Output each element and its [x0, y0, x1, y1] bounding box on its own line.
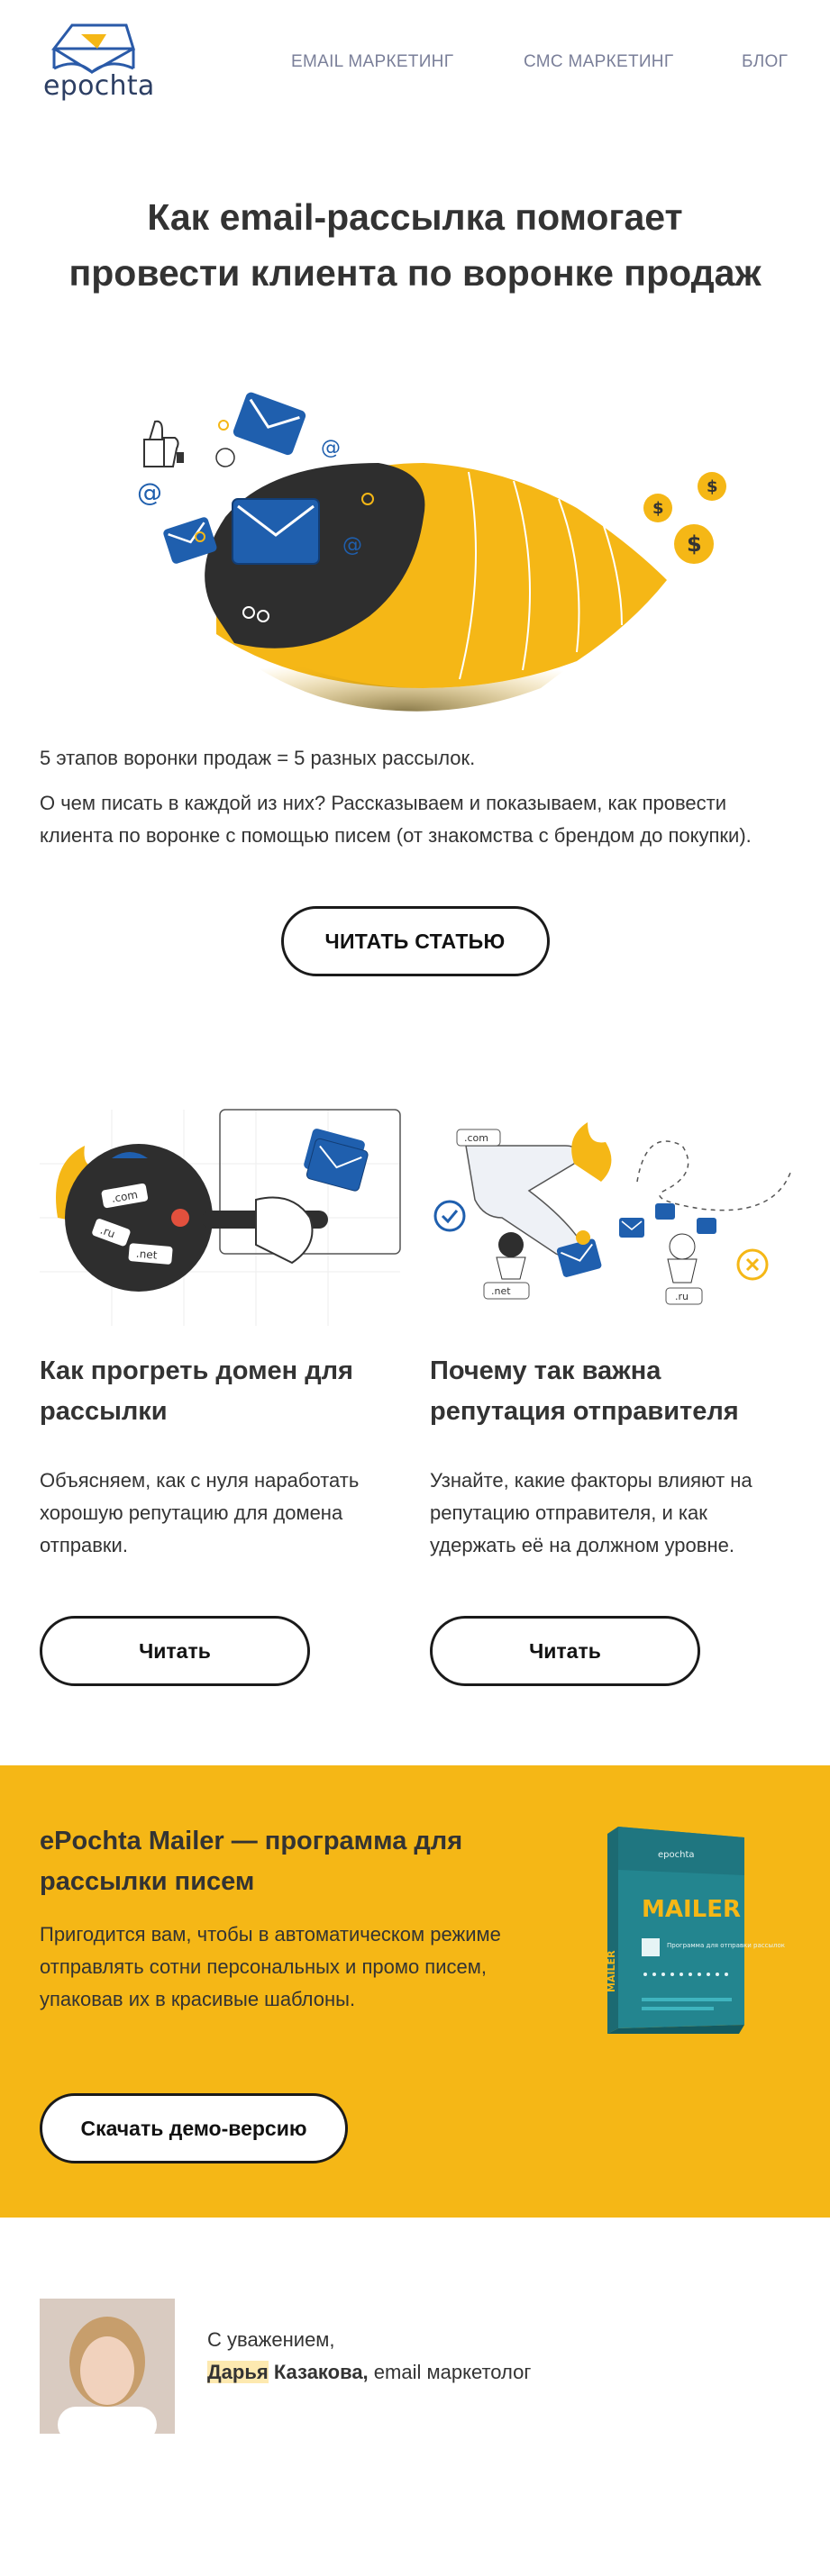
thumbs-up-icon	[144, 422, 184, 467]
read-article-wrap	[0, 906, 830, 976]
read-button-reputation[interactable]: Читать	[430, 1616, 700, 1686]
reputation-tag-ru: .ru	[675, 1291, 689, 1302]
promo-text: Пригодится вам, чтобы в автоматическом режиме отправлять сотни персональных и промо писем, упаковав их в красивые шаблоны.	[40, 1923, 501, 2010]
magnet-shape	[466, 1146, 583, 1256]
header	[0, 0, 830, 126]
greeting: С уважением,	[207, 2328, 335, 2351]
at-sign-icon-2: @	[321, 437, 341, 459]
author-first-name: Дарья	[207, 2361, 269, 2383]
signature-text	[207, 2324, 531, 2389]
character-light	[668, 1234, 697, 1283]
coin-icon-1	[643, 494, 672, 522]
card-text: Объясняем, как с нуля наработать хорошую репутацию для домена отправки.	[40, 1469, 360, 1556]
nav-blog[interactable]: БЛОГ	[742, 52, 789, 71]
character-dark	[497, 1232, 525, 1279]
coin-icon-2	[698, 472, 726, 501]
coin-label-2: $	[707, 477, 718, 496]
article-cards	[0, 1110, 830, 1686]
author-role: email маркетолог	[373, 2361, 532, 2383]
domain-warmup-illustration[interactable]	[40, 1110, 400, 1326]
author-photo	[40, 2299, 175, 2434]
card-title: Почему так важна репутация отправителя	[430, 1356, 739, 1426]
coin-label-3: $	[687, 531, 702, 557]
read-button-domain[interactable]: Читать	[40, 1616, 310, 1686]
download-demo-button[interactable]: Скачать демо-версию	[40, 2093, 348, 2163]
envelope-icon-small-3	[697, 1218, 716, 1234]
domain-tag-com: .com	[110, 1188, 139, 1205]
flame-icon-2	[571, 1122, 611, 1182]
domain-tag-net: .net	[135, 1247, 159, 1262]
intro-text: О чем писать в каждой из них? Рассказываем и показываем, как провести клиента по воронке с помощью писем (от знакомства с брендом до покупки).	[40, 792, 752, 847]
envelope-icon-small	[619, 1218, 644, 1238]
envelope-icon-small-2	[655, 1203, 675, 1220]
funnel-illustration	[0, 310, 830, 742]
funnel-illustration-svg	[0, 310, 830, 742]
promo-title: ePochta Mailer — программа для рассылки писем	[40, 1827, 463, 1896]
at-sign-icon-3: @	[342, 534, 362, 557]
article-title: Как email-рассылка помогает провести клиента по воронке продаж	[68, 196, 762, 294]
author-last-name: Казакова,	[273, 2361, 369, 2383]
mailer-product-box[interactable]	[595, 1821, 785, 2037]
box-subtitle: Программа для отправки рассылок	[667, 1942, 785, 1949]
envelope-icon-top	[232, 391, 307, 457]
sender-reputation-svg	[430, 1110, 790, 1326]
box-title: MAILER	[642, 1896, 742, 1923]
read-article-button[interactable]: ЧИТАТЬ СТАТЬЮ	[281, 906, 550, 976]
box-brand: epochta	[658, 1850, 695, 1860]
author-avatar	[40, 2299, 175, 2434]
envelope-icon-large	[233, 499, 319, 564]
sender-reputation-illustration[interactable]	[430, 1110, 790, 1326]
card-domain-warmup	[40, 1110, 400, 1686]
card-title: Как прогреть домен для рассылки	[40, 1356, 353, 1426]
mailer-promo	[0, 1765, 830, 2218]
intro	[0, 742, 830, 852]
coin-label-1: $	[652, 499, 664, 518]
domain-warmup-svg	[40, 1110, 400, 1326]
check-icon	[435, 1202, 464, 1230]
card-sender-reputation	[430, 1110, 790, 1686]
author-line	[207, 2356, 531, 2389]
reputation-tag-com: .com	[464, 1132, 488, 1144]
logo-text[interactable]: epochta	[43, 70, 155, 102]
domain-tag-ru: .ru	[98, 1223, 117, 1241]
card-text: Узнайте, какие факторы влияют на репутацию отправителя, и как удержать её на должном уровне.	[430, 1469, 752, 1556]
box-side-label: MAILER	[606, 1950, 617, 1992]
signature	[0, 2218, 830, 2419]
at-sign-icon: @	[137, 477, 162, 507]
intro-lead: 5 этапов воронки продаж = 5 разных рассылок.	[40, 747, 476, 769]
frying-pan	[65, 1144, 213, 1292]
coin-icon-3	[674, 524, 714, 564]
reputation-tag-net: .net	[491, 1285, 511, 1297]
nav-email-marketing[interactable]: EMAIL МАРКЕТИНГ	[291, 52, 454, 71]
nav-sms-marketing[interactable]: СМС МАРКЕТИНГ	[524, 52, 674, 71]
